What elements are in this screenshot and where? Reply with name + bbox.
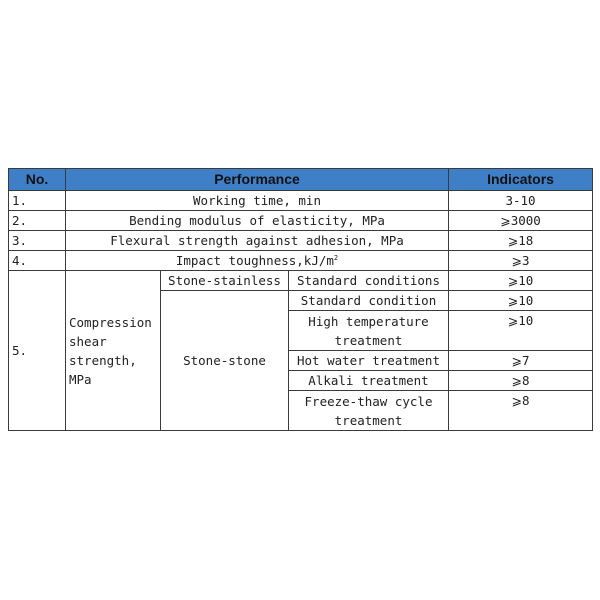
row-indicator: ⩾7 (449, 351, 593, 371)
performance-indicators-table (8, 168, 593, 431)
row-indicator: ⩾8 (449, 371, 593, 391)
row-performance: Flexural strength against adhesion, MPa (66, 231, 449, 251)
table-row (9, 271, 593, 291)
condition-cell: Alkali treatment (289, 371, 449, 391)
header-indicators: Indicators (449, 169, 593, 191)
row-performance: Bending modulus of elasticity, MPa (66, 211, 449, 231)
condition-cell: High temperature treatment (289, 311, 449, 351)
row-indicator: ⩾10 (449, 311, 593, 351)
condition-cell: Standard condition (289, 291, 449, 311)
table-header-row (9, 169, 593, 191)
condition-cell: Freeze-thaw cycle treatment (289, 391, 449, 431)
condition-cell: Hot water treatment (289, 351, 449, 371)
row-number: 1. (9, 191, 66, 211)
row-indicator: 3-10 (449, 191, 593, 211)
row-number: 2. (9, 211, 66, 231)
row-indicator: ⩾10 (449, 271, 593, 291)
table-row (9, 191, 593, 211)
row-indicator: ⩾3 (449, 251, 593, 271)
row-performance (66, 251, 449, 271)
row-performance: Working time, min (66, 191, 449, 211)
header-performance: Performance (66, 169, 449, 191)
superscript-exponent: 2 (333, 253, 339, 262)
row-indicator: ⩾8 (449, 391, 593, 431)
row-number: 4. (9, 251, 66, 271)
impact-toughness-label: Impact toughness,kJ/m (175, 253, 334, 268)
spec-table-container (8, 168, 592, 431)
row-indicator: ⩾3000 (449, 211, 593, 231)
table-row (9, 251, 593, 271)
compression-shear-category: Compression shear strength, MPa (66, 271, 161, 431)
condition-cell: Standard conditions (289, 271, 449, 291)
row-number: 5. (9, 271, 66, 431)
group-stone-stone: Stone-stone (161, 291, 289, 431)
table-row (9, 211, 593, 231)
row-number: 3. (9, 231, 66, 251)
header-no: No. (9, 169, 66, 191)
row-indicator: ⩾10 (449, 291, 593, 311)
table-row (9, 231, 593, 251)
group-stone-stainless: Stone-stainless (161, 271, 289, 291)
row-indicator: ⩾18 (449, 231, 593, 251)
